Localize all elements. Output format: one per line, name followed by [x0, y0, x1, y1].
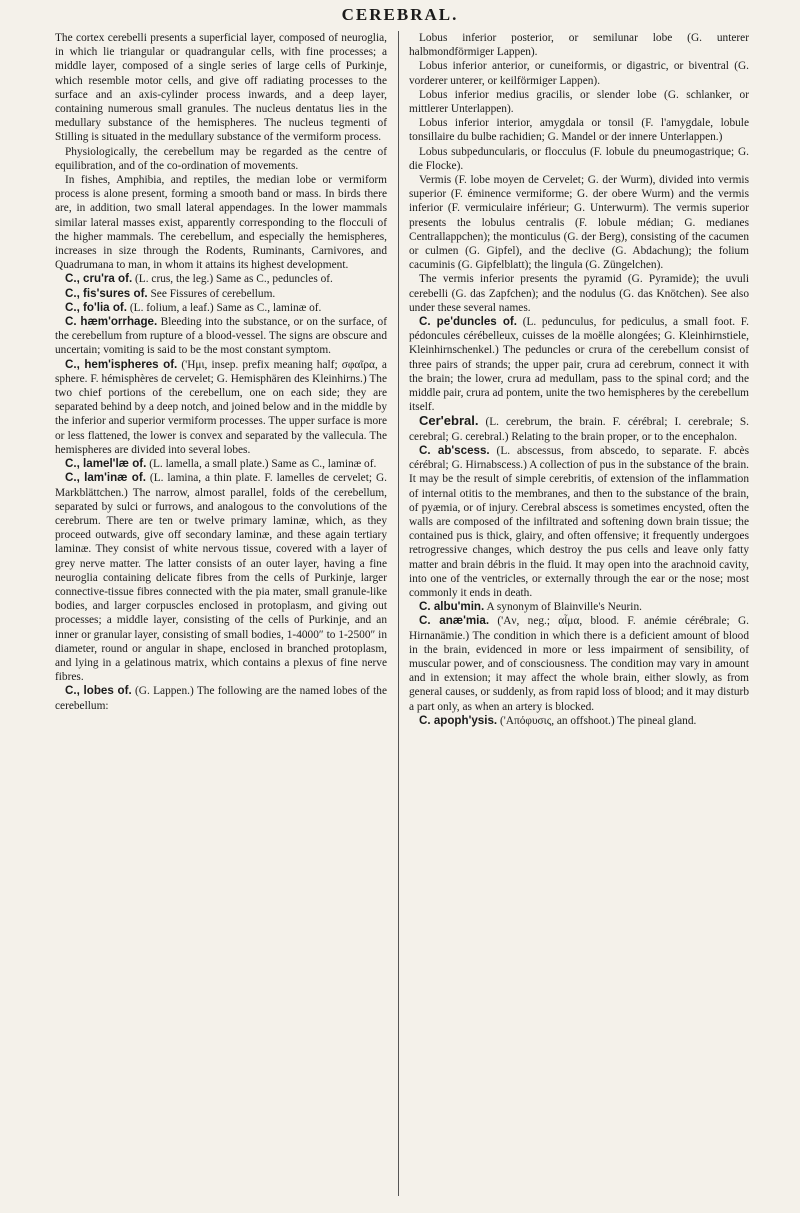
paragraph	[409, 88, 749, 116]
entry-text: Lobus inferior interior, amygdala or tonsil (F. l'amygdale, lobule tonsillaire du bulbe rachidien; G. Mandel or der innere Unterlappen.)	[409, 117, 749, 144]
dictionary-entry	[55, 358, 387, 457]
dictionary-entry	[55, 315, 387, 358]
dictionary-entry	[409, 414, 749, 443]
dictionary-entry	[55, 287, 387, 301]
paragraph	[409, 272, 749, 315]
entry-text: (L. pedunculus, for pediculus, a small foot. F. pédoncules cérébelleux, cuisses de la moëlle alongées; G. Kleinhirnstiele, Kleinhirnschenkel.) The peduncles or crura of the cerebellum consist of three pairs of strands; the upper pair, crura ad cerebrum, connect it with the brain; the lower, crura ad medullam, pass to the spinal cord; and the middle pair, crura ad pontem, unite the two hemispheres by the cerebellum itself.	[409, 316, 749, 414]
dictionary-entry	[409, 600, 749, 614]
right-column	[409, 31, 749, 728]
paragraph	[409, 59, 749, 87]
entry-text: Lobus inferior posterior, or semilunar lobe (G. unterer halbmondförmiger Lappen).	[409, 32, 749, 59]
paragraph	[409, 173, 749, 272]
entry-text: A synonym of Blainville's Neurin.	[486, 601, 642, 614]
entry-text: ('Aπόφυσις, an offshoot.) The pineal gland.	[499, 714, 697, 727]
entry-text: Lobus subpeduncularis, or flocculus (F. lobule du pneumogastrique; G. die Flocke).	[409, 145, 749, 172]
entry-headword: C., lobes of.	[65, 684, 132, 698]
entry-headword: C. ab'scess.	[419, 443, 490, 457]
entry-text: (L. crus, the leg.) Same as C., peduncles of.	[135, 273, 333, 286]
dictionary-entry	[55, 471, 387, 684]
paragraph	[55, 145, 387, 173]
entry-text: (L. folium, a leaf.) Same as C., laminæ of.	[129, 301, 322, 314]
entry-text: ('Ημι, insep. prefix meaning half; σφαῖρα, a sphere. F. hémisphères de cervelet; G. Hemisphären des Kleinhirns.) The two chief portions of the cerebellum, one on each side; they are separated behind by a deep notch, and joined below and in the middle by the inferior and superior vermiform processes. The upper surface is more or less flattened, the lower is convex and separated by the vallecula. The hemispheres are divided into several lobes.	[55, 358, 387, 456]
entry-text: Lobus inferior anterior, or cuneiformis, or digastric, or biventral (G. vorderer unterer, or keilförmiger Lappen).	[409, 60, 749, 87]
dictionary-entry	[409, 714, 749, 728]
paragraph	[55, 31, 387, 145]
dictionary-entry	[55, 457, 387, 471]
entry-text: (L. lamina, a thin plate. F. lamelles de cervelet; G. Markblättchen.) The narrow, almost parallel, folds of the cerebellum, separated by sulci or furrows, and analogous to the convolutions of the cerebrum. There are ten or twelve primary laminæ, which, as they proceed outwards, give off secondary laminæ, and these again tertiary laminæ. They consist of white nervous tissue, covered with a layer of grey nerve matter. The latter consists of an outer layer, having a fine neuroglia containing delicate fibres from the cells of Purkinje, larger connective-tissue fibres connected with the pia mater, small granule-like bodies, and larger corpuscles enclosed in protoplasm, and giving out processes; a middle layer, consisting of the cells of Purkinje, and an inner or granular layer, consisting of small bodies, 1-4000″ to 1-2500″ in diameter, round or angular in shape, enclosed in branched protoplasm, and lying in a gelatinous matrix, which contains a plexus of fine nerve fibres.	[55, 472, 387, 684]
entry-text: (L. lamella, a small plate.) Same as C., laminæ of.	[149, 458, 377, 471]
entry-text: The cortex cerebelli presents a superficial layer, composed of neuroglia, in which lie triangular or quadrangular cells, with fine processes; a middle layer, composed of a single series of large cells of Purkinje, which resemble motor cells, and give off radiating processes to the surface and an axis-cylinder process inwards, and a deep layer, containing numerous small granules. The nucleus dentatus lies in the medullary substance of the hemispheres. The nucleus tegmenti of Stilling is situated in the medullary substance of the vermiform process.	[55, 32, 387, 144]
entry-text: (G. Lappen.) The following are the named lobes of the cerebellum:	[55, 685, 388, 712]
paragraph	[409, 31, 749, 59]
dictionary-entry	[409, 315, 749, 414]
entry-text: See Fissures of cerebellum.	[150, 287, 276, 300]
entry-headword: C. albu'min.	[419, 600, 485, 614]
entry-headword: C., cru'ra of.	[65, 272, 133, 286]
dictionary-entry	[55, 684, 387, 712]
entry-text: (L. abscessus, from abscedo, to separate. F. abcès cérébral; G. Hirnabscess.) A collection of pus in the substance of the brain. It may be the result of simple cerebritis, of extension of the inflammation of internal otitis to the membranes, and then to the substance of the brain, of pyæmia, or of injury. Cerebral abscess is sometimes encysted, often the walls are composed of the infiltrated and softening down brain tissue; the contained pus is thick, glairy, and often offensive; it frequently undergoes retrogressive changes, which destroy the pus cells and leave only fatty matter and brain débris in the fluid. It may open into the arachnoid cavity, into one of the ventricles, or externally through the ear or the nose; most commonly it ends in death.	[409, 444, 750, 599]
entry-text: In fishes, Amphibia, and reptiles, the median lobe or vermiform process is alone present, forming a smooth band or mass. In birds there are, in addition, two small lateral appendages. In the lower mammals similar lateral masses exist, apparently corresponding to the flocculi of the higher mammals. The cerebellum, and especially the hemispheres, increases in size through the Rodents, Ruminants, Carnivores, and Quadrumana to man, in whom it attains its highest development.	[55, 174, 387, 272]
paragraph	[409, 145, 749, 173]
entry-headword: Cer'ebral.	[419, 413, 479, 429]
paragraph	[409, 116, 749, 144]
entry-headword: C., fis'sures of.	[65, 286, 148, 300]
entry-headword: C., fo'lia of.	[65, 300, 128, 314]
entry-headword: C., lamel'læ of.	[65, 457, 147, 471]
page-header: CEREBRAL.	[341, 5, 459, 24]
dictionary-entry	[409, 444, 749, 600]
entry-headword: C. anæ'mia.	[419, 614, 490, 628]
entry-text: The vermis inferior presents the pyramid (G. Pyramide); the uvuli cerebelli (G. das Zapfchen); and the nodulus (G. das Knötchen). See also under these several names.	[409, 273, 749, 314]
entry-headword: C. hæm'orrhage.	[65, 315, 158, 329]
entry-text: Vermis (F. lobe moyen de Cervelet; G. der Wurm), divided into vermis superior (F. éminence vermiforme; G. der obere Wurm) and the vermis inferior (F. vermiculaire inférieur; G. Unterwurm). The vermis superior presents the lobulus centralis (F. lobule médian; G. medianes Centrallappchen); the monticulus (G. der Berg), consisting of the cacumen or culmen (G. Gipfel), and the declive (G. Abdachung); the folium cacuminis (G. Gipfelblatt); the lingula (G. Züngelchen).	[409, 174, 749, 272]
paragraph	[55, 173, 387, 272]
entry-text: Physiologically, the cerebellum may be regarded as the centre of equilibration, and of the co-ordination of movements.	[55, 145, 387, 172]
entry-text: (L. cerebrum, the brain. F. cérébral; I. cerebrale; S. cerebral; G. cerebral.) Relating to the brain proper, or to the encephalon.	[409, 416, 749, 443]
entry-headword: C., hem'ispheres of.	[65, 357, 178, 371]
column-divider	[398, 31, 399, 1196]
entry-headword: C. pe'duncles of.	[419, 315, 517, 329]
entry-text: Bleeding into the substance, or on the surface, of the cerebellum from rupture of a blood-vessel. The signs are obscure and uncertain; vomiting is said to be the most constant symptom.	[55, 316, 387, 357]
dictionary-entry	[55, 272, 387, 286]
entry-headword: C., lam'inæ of.	[65, 471, 146, 485]
left-column	[55, 31, 387, 713]
entry-text: Lobus inferior medius gracilis, or slender lobe (G. schlanker, or mittlerer Unterlappen).	[409, 88, 749, 116]
entry-headword: C. apoph'ysis.	[419, 713, 498, 727]
entry-text: ('Aν, neg.; αἷμα, blood. F. anémie cérébrale; G. Hirnanämie.) The condition in which there is a deficient amount of blood in the brain, evidenced in more or less impairment of sensibility, of muscular power, and of consciousness. The condition may vary in amount and in extension; it may affect the whole brain, either slowly, as from general causes, or suddenly, as from rapid loss of blood; and it may disturb a part only, as when an artery is blocked.	[409, 615, 750, 713]
dictionary-entry	[55, 301, 387, 315]
dictionary-entry	[409, 614, 749, 713]
